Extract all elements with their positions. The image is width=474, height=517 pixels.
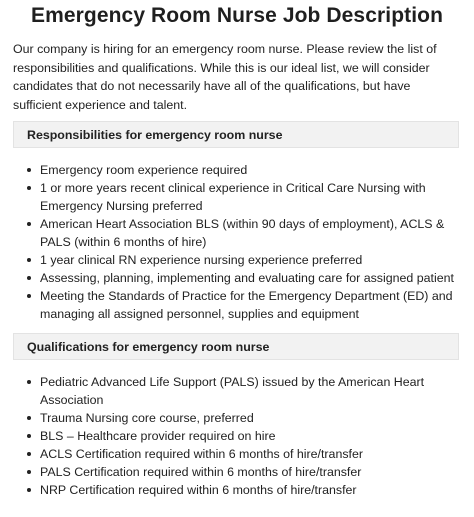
qualifications-heading: Qualifications for emergency room nurse <box>27 340 270 354</box>
list-item: Emergency room experience required <box>13 161 459 179</box>
list-item: Assessing, planning, implementing and evaluating care for assigned patient <box>13 269 459 287</box>
responsibilities-list <box>13 161 459 323</box>
list-item: NRP Certification required within 6 months of hire/transfer <box>13 481 459 499</box>
list-item: Meeting the Standards of Practice for the Emergency Department (ED) and managing all assigned personnel, supplies and equipment <box>13 287 459 323</box>
qualifications-section-header <box>13 333 459 360</box>
qualifications-list <box>13 373 459 499</box>
list-item: PALS Certification required within 6 months of hire/transfer <box>13 463 459 481</box>
responsibilities-section-header <box>13 121 459 148</box>
responsibilities-heading: Responsibilities for emergency room nurse <box>27 128 283 142</box>
list-item: Trauma Nursing core course, preferred <box>13 409 459 427</box>
list-item: ACLS Certification required within 6 months of hire/transfer <box>13 445 459 463</box>
list-item: 1 year clinical RN experience nursing experience preferred <box>13 251 459 269</box>
list-item: 1 or more years recent clinical experience in Critical Care Nursing with Emergency Nursing preferred <box>13 179 459 215</box>
list-item: American Heart Association BLS (within 90 days of employment), ACLS & PALS (within 6 months of hire) <box>13 215 459 251</box>
list-item: BLS – Healthcare provider required on hire <box>13 427 459 445</box>
page-title: Emergency Room Nurse Job Description <box>30 4 444 27</box>
list-item: Pediatric Advanced Life Support (PALS) issued by the American Heart Association <box>13 373 459 409</box>
intro-paragraph: Our company is hiring for an emergency room nurse. Please review the list of responsibilities and qualifications. While this is our ideal list, we will consider candidates that do not necessarily have all of the qualifications, but have sufficient experience and talent. <box>13 42 437 112</box>
